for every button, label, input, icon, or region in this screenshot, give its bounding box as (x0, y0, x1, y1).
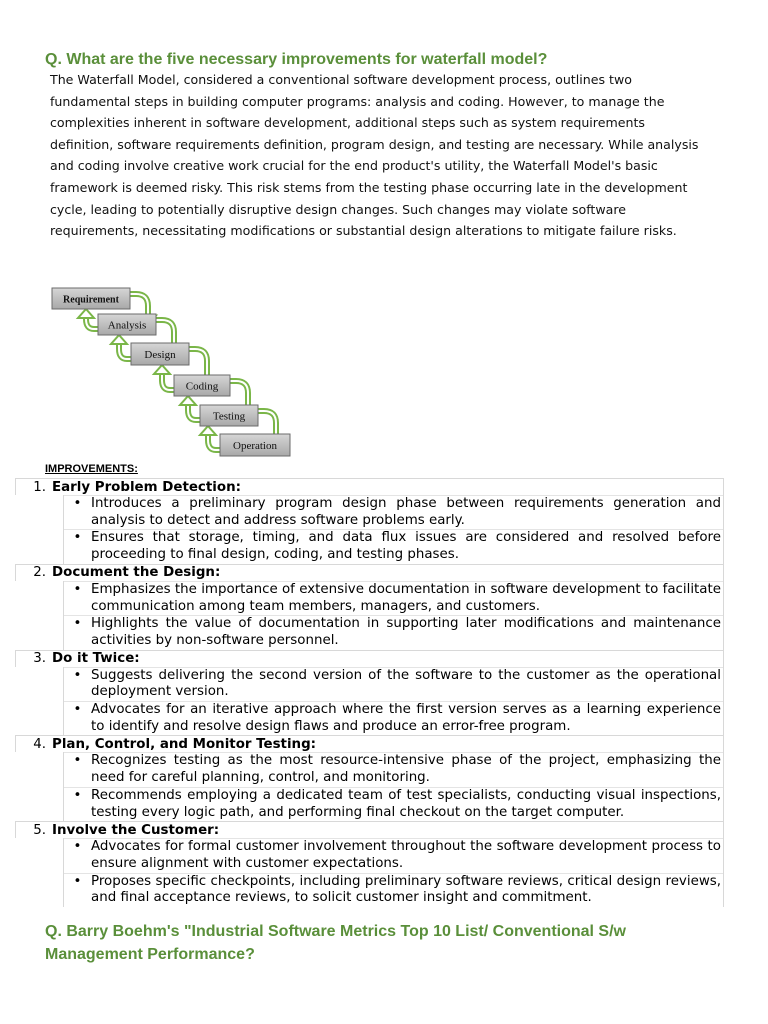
bullet-item (64, 787, 723, 821)
improvement-item (15, 821, 724, 907)
bullet-text: Proposes specific checkpoints, including preliminary software reviews, critical design reviews, and final acceptance reviews, to solicit customer insight and commitment. (91, 873, 721, 906)
arrowhead-icon (111, 335, 127, 344)
improvement-number: 3. (33, 651, 46, 667)
waterfall-diagram (48, 284, 293, 460)
diagram-step-label: Testing (212, 410, 246, 423)
bullet-text: Recommends employing a dedicated team of test specialists, conducting visual inspections, testing every logic path, and performing final checkout on the target computer. (91, 787, 721, 820)
bullet-item (64, 752, 723, 786)
bullet-list (63, 581, 724, 650)
improvement-item (15, 650, 724, 736)
bullet-item (64, 667, 723, 701)
improvement-title-row (15, 478, 724, 495)
improvement-title: Do it Twice: (52, 651, 140, 667)
bullet-text: Highlights the value of documentation in supporting later modifications and maintenance activities by non-software personnel. (91, 616, 721, 648)
bullet-list (63, 752, 724, 821)
improvement-number: 4. (33, 736, 46, 752)
bullet-item (64, 701, 723, 735)
improvement-item (15, 478, 724, 564)
diagram-step-label: Operation (233, 440, 277, 452)
arrowhead-icon (154, 365, 170, 374)
bullet-icon: • (73, 787, 82, 803)
bullet-icon: • (73, 496, 82, 511)
improvement-number: 1. (33, 479, 46, 495)
improvement-title: Plan, Control, and Monitor Testing: (52, 736, 317, 752)
improvements-list (15, 478, 724, 907)
improvement-title-row (15, 735, 724, 752)
bullet-text: Emphasizes the importance of extensive documentation in software development to facilitate communication among team members, managers, and customers. (91, 581, 721, 614)
improvements-heading: IMPROVEMENTS: (45, 463, 138, 475)
diagram-step-label: Design (144, 349, 176, 361)
question-heading: Q. What are the five necessary improvements for waterfall model? (45, 51, 548, 68)
improvement-title-row (15, 821, 724, 838)
arrowhead-icon (78, 309, 94, 318)
bullet-item (64, 838, 723, 872)
bullet-text: Suggests delivering the second version of the software to the customer as the operational deployment version. (91, 667, 721, 700)
bullet-icon: • (73, 839, 82, 855)
bullet-icon: • (73, 873, 82, 889)
bullet-list (63, 495, 724, 564)
improvement-title: Document the Design: (52, 565, 221, 581)
bullet-text: Introduces a preliminary program design phase between requirements generation and analysis to detect and address software problems early. (91, 496, 721, 528)
bullet-icon: • (73, 616, 82, 632)
bullet-list (63, 667, 724, 736)
bullet-text: Ensures that storage, timing, and data flux issues are considered and resolved before proceeding to final design, coding, and testing phases. (91, 530, 721, 563)
bullet-text: Advocates for an iterative approach where the first version serves as a learning experience to identify and resolve design flaws and produce an error-free program. (91, 702, 721, 734)
bullet-icon: • (73, 581, 82, 597)
improvement-title-row (15, 564, 724, 581)
improvement-number: 2. (33, 565, 46, 581)
improvement-item (15, 735, 724, 821)
improvement-title: Early Problem Detection: (52, 479, 241, 495)
question-heading-2: Q. Barry Boehm's "Industrial Software Metrics Top 10 List/ Conventional S/w Management Performance? (45, 923, 626, 963)
intro-paragraph: The Waterfall Model, considered a conventional software development process, outlines two fundamental steps in building computer programs: analysis and coding. However, to manage the complexities inherent in software development, additional steps such as system requirements definition, software requirements definition, program design, and testing are necessary. While analysis and coding involve creative work crucial for the end product's utility, the Waterfall Model's basic framework is deemed risky. This risk stems from the testing phase occurring late in the development cycle, leading to potentially disruptive design changes. Such changes may violate software requirements, necessitating modifications or substantial design alterations to mitigate failure risks. (50, 72, 699, 239)
bullet-text: Recognizes testing as the most resource-intensive phase of the project, emphasizing the need for careful planning, control, and monitoring. (91, 753, 721, 786)
improvement-title: Involve the Customer: (52, 822, 220, 838)
bullet-item (64, 581, 723, 615)
bullet-item (64, 495, 723, 529)
arrowhead-icon (180, 396, 196, 405)
bullet-item (64, 873, 723, 907)
improvement-item (15, 564, 724, 650)
bullet-text: Advocates for formal customer involvement throughout the software development process to ensure alignment with customer expectations. (91, 839, 721, 871)
improvement-number: 5. (33, 822, 46, 838)
bullet-icon: • (73, 702, 82, 718)
improvement-title-row (15, 650, 724, 667)
bullet-icon: • (73, 530, 82, 546)
arrowhead-icon (200, 426, 216, 435)
diagram-step-label: Requirement (63, 294, 119, 306)
bullet-list (63, 838, 724, 907)
bullet-item (64, 615, 723, 649)
bullet-icon: • (73, 667, 82, 683)
diagram-step-label: Coding (185, 380, 219, 393)
diagram-step-label: Analysis (107, 319, 147, 332)
bullet-item (64, 529, 723, 563)
bullet-icon: • (73, 753, 82, 769)
